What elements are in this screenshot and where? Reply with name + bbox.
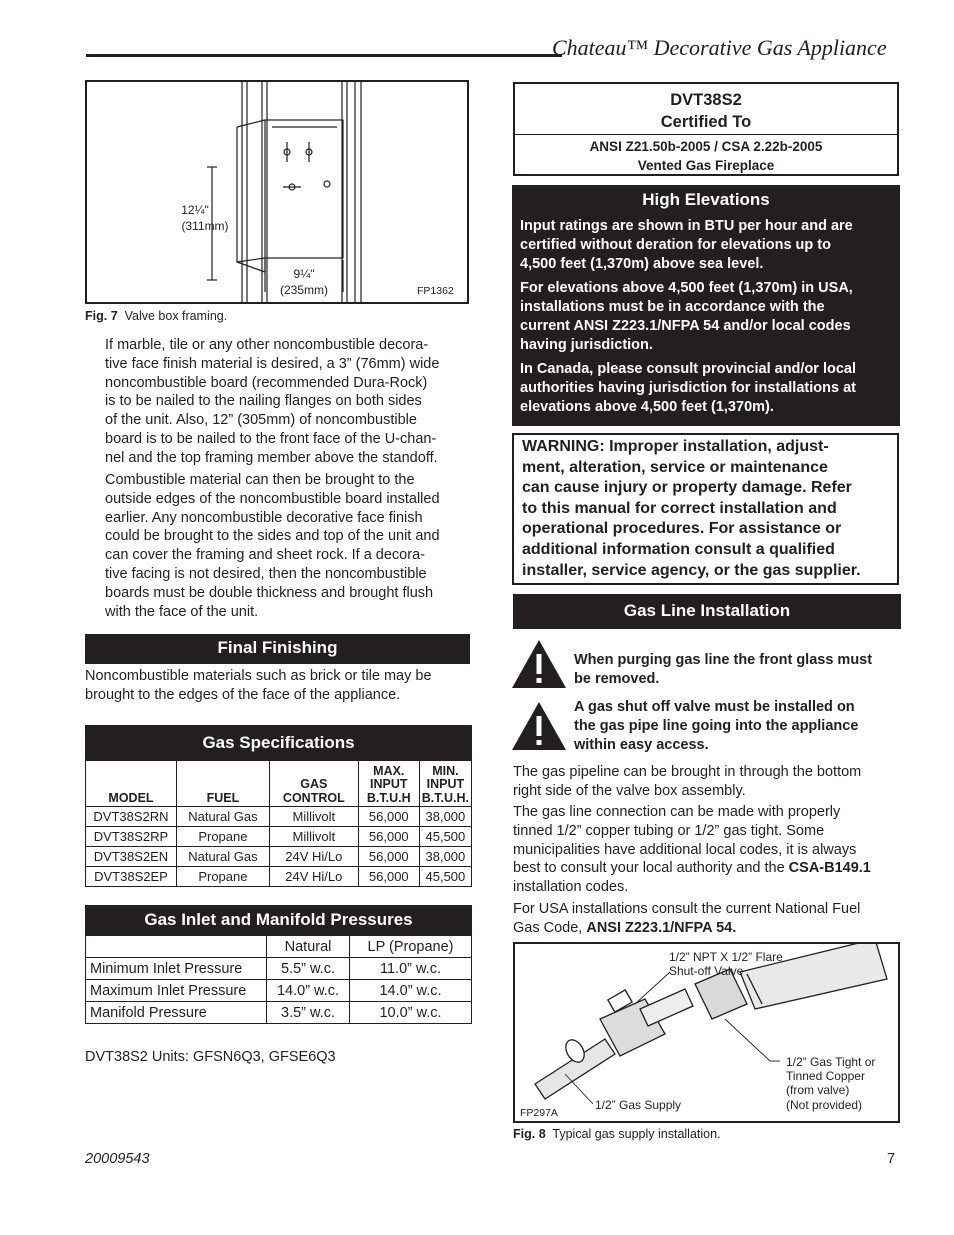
pressures-table [85,935,472,1024]
cert-model: DVT38S2 [670,91,742,109]
fig8-label-tubing-2: Tinned Copper [786,1069,865,1083]
units-note: DVT38S2 Units: GFSN6Q3, GFSE6Q3 [85,1049,336,1065]
paragraph-face-finish: If marble, tile or any other noncombustible decora- tive face finish material is desired, a 3” (76mm) wide noncombustible board (recommended Dura-Rock) is to be nailed to the nailing flanges on both sides of the unit. Also, 12” (305mm) of noncombustible board is to be nailed to the front face of the U-chan- nel and the top framing member above the standoff. [105,337,440,466]
fig8-label-tubing-3: (from valve) [786,1083,850,1097]
fig8-label-tubing: 1/2” Gas Tight or [786,1055,876,1069]
fig7-caption: Fig. 7 Valve box framing. [85,309,228,323]
gas-line-paragraph-3: For USA installations consult the current National Fuel Gas Code, ANSI Z223.1/NFPA 54. [513,901,861,936]
gas-specs-header-row [86,761,472,807]
gas-specs-table [85,760,472,887]
table-row: Natural LP (Propane) [86,936,472,958]
caution-shutoff: A gas shut off valve must be installed on the gas pipe line going into the appliance within easy access. [574,699,859,753]
fig7-dim-width-mm: (235mm) [279,283,329,297]
gas-line-paragraph-1: The gas pipeline can be brought in through the bottom right side of the valve box assembly. [513,764,862,799]
col-max-input: MAX. INPUT B.T.U.H [358,761,419,807]
caution-purging: When purging gas line the front glass must be removed. [574,652,873,687]
gas-supply-drawing [515,944,898,1121]
table-row: DVT38S2EN Natural Gas 24V Hi/Lo 56,000 38,000 [86,847,472,867]
fig7-dim-width: 9¼" [293,267,315,281]
paragraph-combustible: Combustible material can then be brought to the outside edges of the noncombustible board installed earlier. Any noncombustible decorative face finish could be brought to the sides and top of the unit and can cover the framing and sheet rock. If a decora- tive facing is not desired, then the noncombustible boards must be double thickness and brought flush with the face of the unit. [105,472,440,620]
high-elevations-text: Input ratings are shown in BTU per hour and are certified without deration for elevations up to 4,500 feet (1,370m) above sea level. For elevations above 4,500 feet (1,370m) in USA, installations must be in accordance with the current ANSI Z223.1/NFPA 54 and/or local codes having jurisdiction. In Canada, please consult provincial and/or local authorities having jurisdiction for installations at elevations above 4,500 feet (1,370m). [520,218,857,415]
fig8-caption: Fig. 8 Typical gas supply installation. [513,1127,721,1141]
warning-box [512,433,899,585]
final-finishing-heading: Final Finishing [85,634,470,664]
fig8-label-valve-2: Shut-off Valve [669,964,744,978]
col-min-input: MIN. INPUT B.T.U.H. [419,761,471,807]
cert-type: Vented Gas Fireplace [637,158,775,173]
cert-standard: ANSI Z21.50b-2005 / CSA 2.22b-2005 [589,139,823,154]
caution-triangle-icon [510,638,568,690]
high-elevations-heading: High Elevations [642,190,770,209]
cert-certified-to: Certified To [515,111,897,135]
gas-line-heading: Gas Line Installation [513,594,901,629]
fig8-label-tubing-4: (Not provided) [786,1098,863,1112]
table-row: Maximum Inlet Pressure 14.0” w.c. 14.0” w.c. [86,980,472,1002]
gas-specs-heading: Gas Specifications [85,725,472,760]
fig8-label-supply: 1/2” Gas Supply [595,1098,682,1112]
col-fuel: FUEL [176,761,269,807]
header-rule [86,54,562,57]
fig8-label-valve: 1/2” NPT X 1/2” Flare [669,950,783,964]
doc-number: 20009543 [85,1151,150,1167]
fig7-dim-height: 12¼" [181,203,209,217]
fig8-gas-supply-illustration [513,942,900,1123]
fig7-framing-illustration [85,80,469,304]
fig7-code: FP1362 [417,285,454,297]
table-row: Manifold Pressure 3.5” w.c. 10.0” w.c. [86,1002,472,1024]
col-model: MODEL [86,761,177,807]
valve-box-drawing [87,82,467,302]
pressures-heading: Gas Inlet and Manifold Pressures [85,905,472,935]
table-row: DVT38S2RN Natural Gas Millivolt 56,000 38,000 [86,807,472,827]
fig7-dim-height-mm: (311mm) [181,219,229,233]
gas-line-paragraph-2: The gas line connection can be made with properly tinned 1/2” copper tubing or 1/2” gas tight. Some municipalities have additional local codes, it is always best to consult your local authority and the CSA-B149.1 installation codes. [513,804,871,896]
page-header-title: Chateau™ Decorative Gas Appliance [552,35,887,60]
col-gas-control: GAS CONTROL [269,761,358,807]
caution-triangle-icon [510,700,568,752]
warning-text: WARNING: Improper installation, adjust- ment, alteration, service or maintenance can cause injury or property damage. Refer to this manual for correct installation and operational procedures. For assistance or additional information consult a qualified installer, service agency, or the gas supplier. [522,438,861,579]
table-row: Minimum Inlet Pressure 5.5” w.c. 11.0” w.c. [86,958,472,980]
table-row: DVT38S2EP Propane 24V Hi/Lo 56,000 45,500 [86,867,472,887]
certification-box [513,82,899,176]
page-number: 7 [887,1151,896,1167]
fig8-code: FP297A [520,1107,558,1119]
table-row: DVT38S2RP Propane Millivolt 56,000 45,500 [86,827,472,847]
high-elevations-box [512,185,900,426]
final-finishing-text: Noncombustible materials such as brick or tile may be brought to the edges of the face of the appliance. [85,668,432,703]
